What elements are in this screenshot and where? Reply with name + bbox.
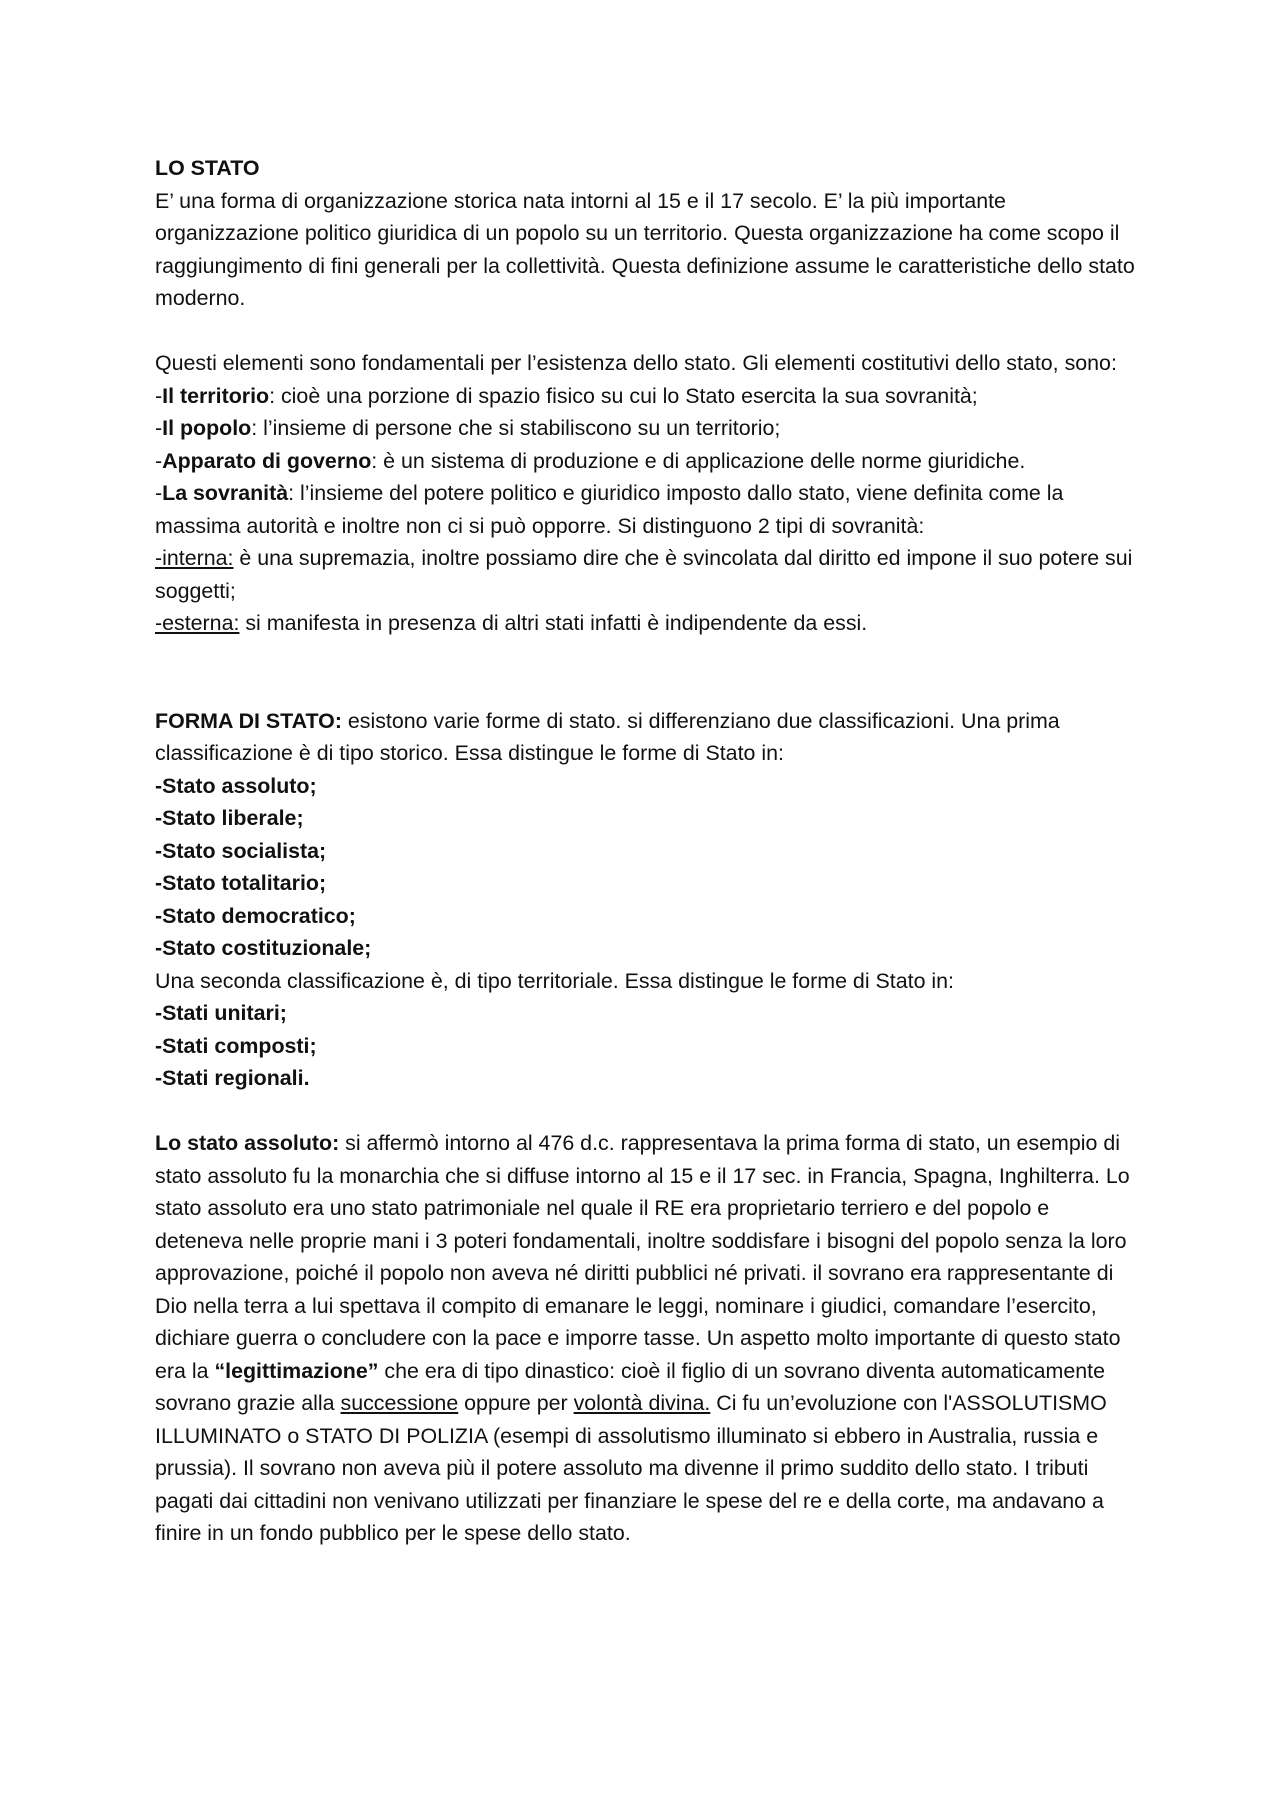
- historical-form-label: -Stato democratico;: [155, 903, 356, 928]
- document-page: [155, 152, 1140, 1550]
- item-text: : è un sistema di produzione e di applicazione delle norme giuridiche.: [371, 448, 1026, 473]
- successione-term: successione: [340, 1391, 459, 1415]
- item-term: Il popolo: [162, 416, 252, 440]
- territorial-form-label: -Stati composti;: [155, 1033, 317, 1058]
- historical-form-label: -Stato costituzionale;: [155, 936, 372, 960]
- sovereignty-interna: [155, 542, 1140, 607]
- territorial-form-label: -Stati regionali.: [155, 1066, 310, 1090]
- territorial-form-item: [155, 997, 1140, 1030]
- stato-assoluto-paragraph: [155, 1127, 1140, 1550]
- stato-assoluto-text: Ci fu un’evoluzione con l'ASSOLUTISMO ILLUMINATO o STATO DI POLIZIA (esempi di assolutismo illuminato si ebbero in Australia, russia e prussia). Il sovrano non aveva più il potere assoluto ma divenne il primo suddito dello stato. I tributi pagati dai cittadini non venivano utilizzati per finanziare le spese del re e della corte, ma andavano a finire in un fondo pubblico per le spese dello stato.: [155, 1391, 1107, 1545]
- element-item-popolo: [155, 412, 1140, 445]
- historical-form-label: -Stato assoluto;: [155, 773, 317, 798]
- item-prefix: -: [155, 383, 163, 408]
- historical-form-item: [155, 770, 1140, 803]
- historical-form-item: [155, 835, 1140, 868]
- section-title-lo-stato: LO STATO: [155, 156, 260, 180]
- stato-assoluto-text: oppure per: [458, 1391, 574, 1415]
- historical-form-label: -Stato socialista;: [155, 838, 327, 863]
- item-text: : l’insieme del potere politico e giuridico imposto dallo stato, viene definita come la massima autorità e inoltre non ci si può opporre. Si distinguono 2 tipi di sovranità:: [155, 481, 1064, 538]
- item-prefix: -: [155, 416, 163, 440]
- lo-stato-intro: E’ una forma di organizzazione storica nata intorni al 15 e il 17 secolo. E’ la più importante organizzazione politico giuridica di un popolo su un territorio. Questa organizzazione ha come scopo il raggiungimento di fini generali per la collettività. Questa definizione assume le caratteristiche dello stato moderno.: [155, 188, 1135, 310]
- territorial-intro: Una seconda classificazione è, di tipo territoriale. Essa distingue le forme di Stato in:: [155, 968, 954, 993]
- spacer: [155, 1095, 1140, 1128]
- stato-assoluto-text: che era di tipo dinastico: cioè il figlio di un sovrano diventa automaticamente sovrano grazie alla: [155, 1358, 1105, 1415]
- sovereignty-text: è una supremazia, inoltre possiamo dire che è svincolata dal diritto ed impone il suo potere sui soggetti;: [155, 546, 1133, 603]
- element-item-apparato: [155, 445, 1140, 478]
- item-term: Il territorio: [162, 383, 270, 408]
- historical-form-label: -Stato liberale;: [155, 806, 304, 830]
- legittimazione-term: “legittimazione”: [214, 1358, 379, 1383]
- elements-intro: Questi elementi sono fondamentali per l’esistenza dello stato. Gli elementi costitutivi dello stato, sono:: [155, 351, 1117, 375]
- item-prefix: -: [155, 481, 163, 505]
- forma-di-stato-intro: esistono varie forme di stato. si differenziano due classificazioni. Una prima classificazione è di tipo storico. Essa distingue le forme di Stato in:: [155, 708, 1060, 765]
- sovereignty-esterna: [155, 607, 1140, 640]
- item-prefix: -: [155, 448, 163, 473]
- sovereignty-term: -esterna:: [155, 611, 240, 635]
- territorial-form-item: [155, 1062, 1140, 1095]
- spacer: [155, 640, 1140, 705]
- territorial-form-item: [155, 1030, 1140, 1063]
- sovereignty-text: si manifesta in presenza di altri stati infatti è indipendente da essi.: [239, 611, 868, 635]
- forma-di-stato-label: FORMA DI STATO:: [155, 708, 342, 733]
- item-term: Apparato di governo: [162, 448, 372, 473]
- item-term: La sovranità: [162, 481, 289, 505]
- spacer: [155, 315, 1140, 348]
- historical-form-item: [155, 932, 1140, 965]
- historical-form-item: [155, 867, 1140, 900]
- historical-form-label: -Stato totalitario;: [155, 871, 327, 895]
- territorial-form-label: -Stati unitari;: [155, 1001, 287, 1025]
- element-item-territorio: [155, 380, 1140, 413]
- stato-assoluto-text: si affermò intorno al 476 d.c. rappresentava la prima forma di stato, un esempio di stato assoluto fu la monarchia che si diffuse intorno al 15 e il 17 sec. in Francia, Spagna, Inghilterra. Lo stato assoluto era uno stato patrimoniale nel quale il RE era proprietario terriero e del popolo e deteneva nelle proprie mani i 3 poteri fondamentali, inoltre soddisfare i bisogni del popolo senza la loro approvazione, poiché il popolo non aveva né diritti pubblici né privati. il sovrano era rappresentante di Dio nella terra a lui spettava il compito di emanare le leggi, nominare i giudici, comandare l’esercito, dichiare guerra o concludere con la pace e imporre tasse. Un aspetto molto importante di questo stato era la: [155, 1131, 1130, 1383]
- volonta-divina-term: volontà divina.: [573, 1391, 711, 1415]
- sovereignty-term: -interna:: [155, 546, 234, 570]
- historical-form-item: [155, 802, 1140, 835]
- element-item-sovranita: [155, 477, 1140, 542]
- forma-di-stato-paragraph: [155, 705, 1140, 770]
- stato-assoluto-label: Lo stato assoluto:: [155, 1131, 340, 1155]
- item-text: : l’insieme di persone che si stabiliscono su un territorio;: [251, 416, 781, 440]
- historical-form-item: [155, 900, 1140, 933]
- item-text: : cioè una porzione di spazio fisico su cui lo Stato esercita la sua sovranità;: [269, 383, 978, 408]
